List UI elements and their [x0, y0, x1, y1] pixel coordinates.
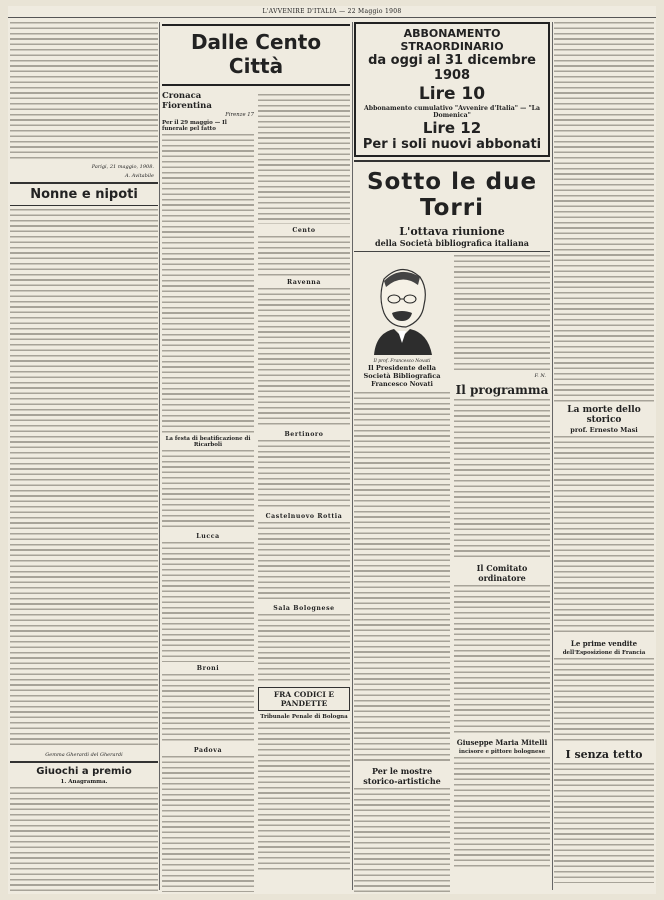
subscription-heading: ABBONAMENTO STRAORDINARIO — [400, 27, 504, 53]
broni-heading: Broni — [196, 665, 220, 672]
article-body — [162, 542, 254, 662]
article-body — [554, 22, 654, 402]
running-head: L'AVVENIRE D'ITALIA — 22 Maggio 1908 — [8, 6, 656, 18]
giochi-title: Giuochi a premio — [36, 766, 132, 777]
portrait-role: Il Presidente della Società Bibliografica — [363, 364, 441, 380]
section-title: Dalle Cento Città — [162, 24, 350, 86]
article-body — [162, 756, 254, 892]
subscription-tagline: Per i soli nuovi abbonati — [362, 137, 542, 152]
article-signature: Gemma Gherardi del Gherardi — [45, 752, 123, 758]
subscription-price-cumulative: Lire 12 — [422, 119, 482, 137]
article-body — [10, 787, 158, 892]
funerale-heading: Per il 29 maggio — Il funerale pel fatto — [162, 120, 227, 132]
article-body — [10, 22, 158, 162]
portrait-name: Francesco Novati — [371, 380, 433, 388]
morte-subheading: prof. Ernesto Masi — [570, 426, 638, 434]
nonne-title: Nonne e nipoti — [10, 182, 158, 206]
ravenna-heading: Ravenna — [286, 279, 322, 286]
lucca-heading: Lucca — [196, 533, 220, 540]
mostre-heading: Per le mostre storico-artistiche — [363, 766, 441, 786]
column-3 — [354, 22, 550, 892]
giochi-subtitle: 1. Anagramma. — [60, 779, 108, 785]
article-body — [554, 436, 654, 636]
article-body — [354, 788, 450, 892]
column-rule — [352, 22, 353, 890]
article-body — [454, 255, 550, 371]
article-body — [162, 674, 254, 744]
dateline: Firenze 17 — [225, 112, 254, 118]
article-signature: F. N. — [534, 373, 546, 379]
padova-heading: Padova — [193, 747, 223, 754]
newspaper-page — [8, 6, 656, 894]
portrait-figure — [354, 255, 450, 388]
morte-heading: La morte dello storico — [567, 405, 641, 425]
tribunale-heading: Tribunale Penale di Bologna — [260, 714, 348, 720]
sala-heading: Sala Bolognese — [273, 605, 335, 612]
programma-heading: Il programma — [455, 383, 549, 397]
article-body — [454, 757, 550, 867]
prime-vendite-subheading: dell'Esposizione di Francia — [562, 650, 646, 656]
divider — [354, 160, 550, 162]
article-body — [10, 209, 158, 749]
article-body — [554, 763, 654, 883]
castelnuovo-heading: Castelnuovo Rottia — [265, 513, 343, 520]
article-body — [162, 134, 254, 434]
cento-heading: Cento — [292, 227, 316, 234]
divider — [354, 251, 550, 252]
article-signature: A. Avitabile — [125, 173, 154, 179]
beata-heading: La festa di beatificazione di Ricarboli — [165, 436, 251, 448]
article-body — [258, 288, 350, 428]
article-body — [258, 722, 350, 872]
giuseppe-heading: Giuseppe Maria Mitelli — [456, 738, 548, 747]
subscription-cumulative: Abbonamento cumulativo "Avvenire d'Italia" — "La Domenica" — [363, 105, 541, 119]
article-body — [554, 658, 654, 744]
senza-tetto-heading: I senza tetto — [565, 748, 643, 761]
subscription-dates: da oggi al 31 dicembre 1908 — [368, 53, 536, 83]
giuseppe-subheading: incisore e pittore bolognese — [458, 749, 546, 755]
article-body — [354, 392, 450, 762]
sub-headline: L'ottava riunione — [399, 225, 505, 238]
portrait-caption: Il prof. Francesco Novati — [373, 359, 431, 364]
article-body — [258, 236, 350, 276]
article-body — [258, 614, 350, 684]
sub-headline-2: della Società bibliografica italiana — [375, 238, 529, 248]
portrait-image — [354, 255, 450, 355]
codici-heading: FRA CODICI E PANDETTE — [258, 687, 350, 711]
article-body — [258, 522, 350, 602]
divider — [10, 761, 158, 763]
comitato-heading: Il Comitato ordinatore — [476, 563, 528, 583]
article-body — [454, 399, 550, 559]
article-body — [454, 585, 550, 735]
subscription-box — [354, 22, 550, 157]
column-rule — [159, 22, 160, 890]
cronaca-heading: Cronaca Fiorentina — [162, 91, 212, 111]
prime-vendite-heading: Le prime vendite — [570, 639, 638, 648]
bertinoro-heading: Bertinoro — [284, 431, 324, 438]
article-body — [162, 450, 254, 530]
column-rule — [552, 22, 553, 890]
column-1 — [10, 22, 158, 892]
subscription-price: Lire 10 — [418, 84, 486, 104]
column-2 — [162, 22, 350, 892]
article-body — [258, 94, 350, 224]
place-date: Parigi, 21 maggio, 1908. — [91, 164, 154, 170]
article-body — [258, 440, 350, 510]
main-headline: Sotto le due Torri — [366, 169, 538, 221]
column-4 — [554, 22, 654, 892]
